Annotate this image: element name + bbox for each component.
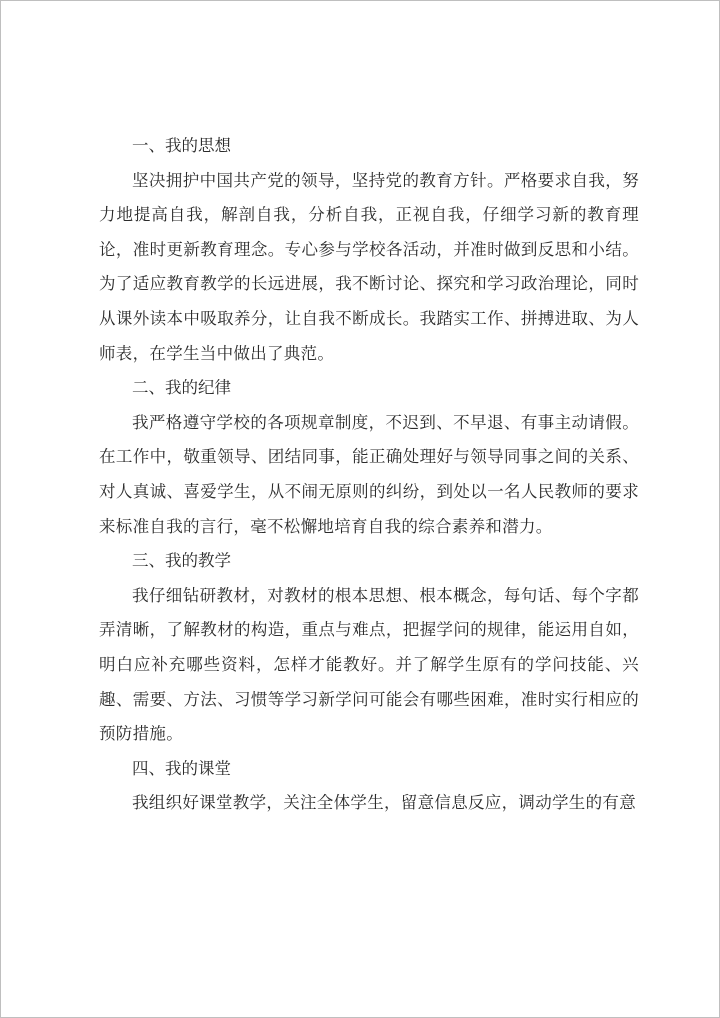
section-teaching	[99, 544, 639, 752]
section-classroom	[99, 752, 639, 821]
section-paragraph-block	[99, 406, 639, 544]
section-heading: 三、我的教学	[132, 551, 231, 571]
section-heading: 二、我的纪律	[132, 378, 231, 398]
section-paragraph-block	[99, 164, 639, 372]
section-heading: 四、我的课堂	[132, 758, 231, 778]
document-body	[99, 129, 639, 821]
section-paragraph: 我严格遵守学校的各项规章制度，不迟到、不早退、有事主动请假。在工作中，敬重领导、团结同事，能正确处理好与领导同事之间的关系、对人真诚、喜爱学生，从不闹无原则的纠纷，到处以一名人民教师的要求来标准自我的言行，毫不松懈地培育自我的综合素养和潜力。	[99, 412, 639, 536]
section-paragraph: 我组织好课堂教学，关注全体学生，留意信息反应，调动学生的有意	[132, 793, 636, 813]
section-paragraph-block	[99, 579, 639, 752]
section-paragraph: 坚决拥护中国共产党的领导，坚持党的教育方针。严格要求自我，努力地提高自我，解剖自我，分析自我，正视自我，仔细学习新的教育理论，准时更新教育理念。专心参与学校各活动，并准时做到反思和小结。为了适应教育教学的长远进展，我不断讨论、探究和学习政治理论，同时从课外读本中吸取养分，让自我不断成长。我踏实工作、拼搏进取、为人师表，在学生当中做出了典范。	[99, 170, 639, 363]
section-thought	[99, 129, 639, 371]
section-paragraph: 我仔细钻研教材，对教材的根本思想、根本概念，每句话、每个字都弄清晰，了解教材的构造，重点与难点，把握学问的规律，能运用自如，明白应补充哪些资料，怎样才能教好。并了解学生原有的学问技能、兴趣、需要、方法、习惯等学习新学问可能会有哪些困难，准时实行相应的预防措施。	[99, 585, 639, 744]
section-discipline	[99, 371, 639, 544]
section-paragraph-block	[99, 786, 639, 821]
section-heading: 一、我的思想	[132, 136, 231, 155]
